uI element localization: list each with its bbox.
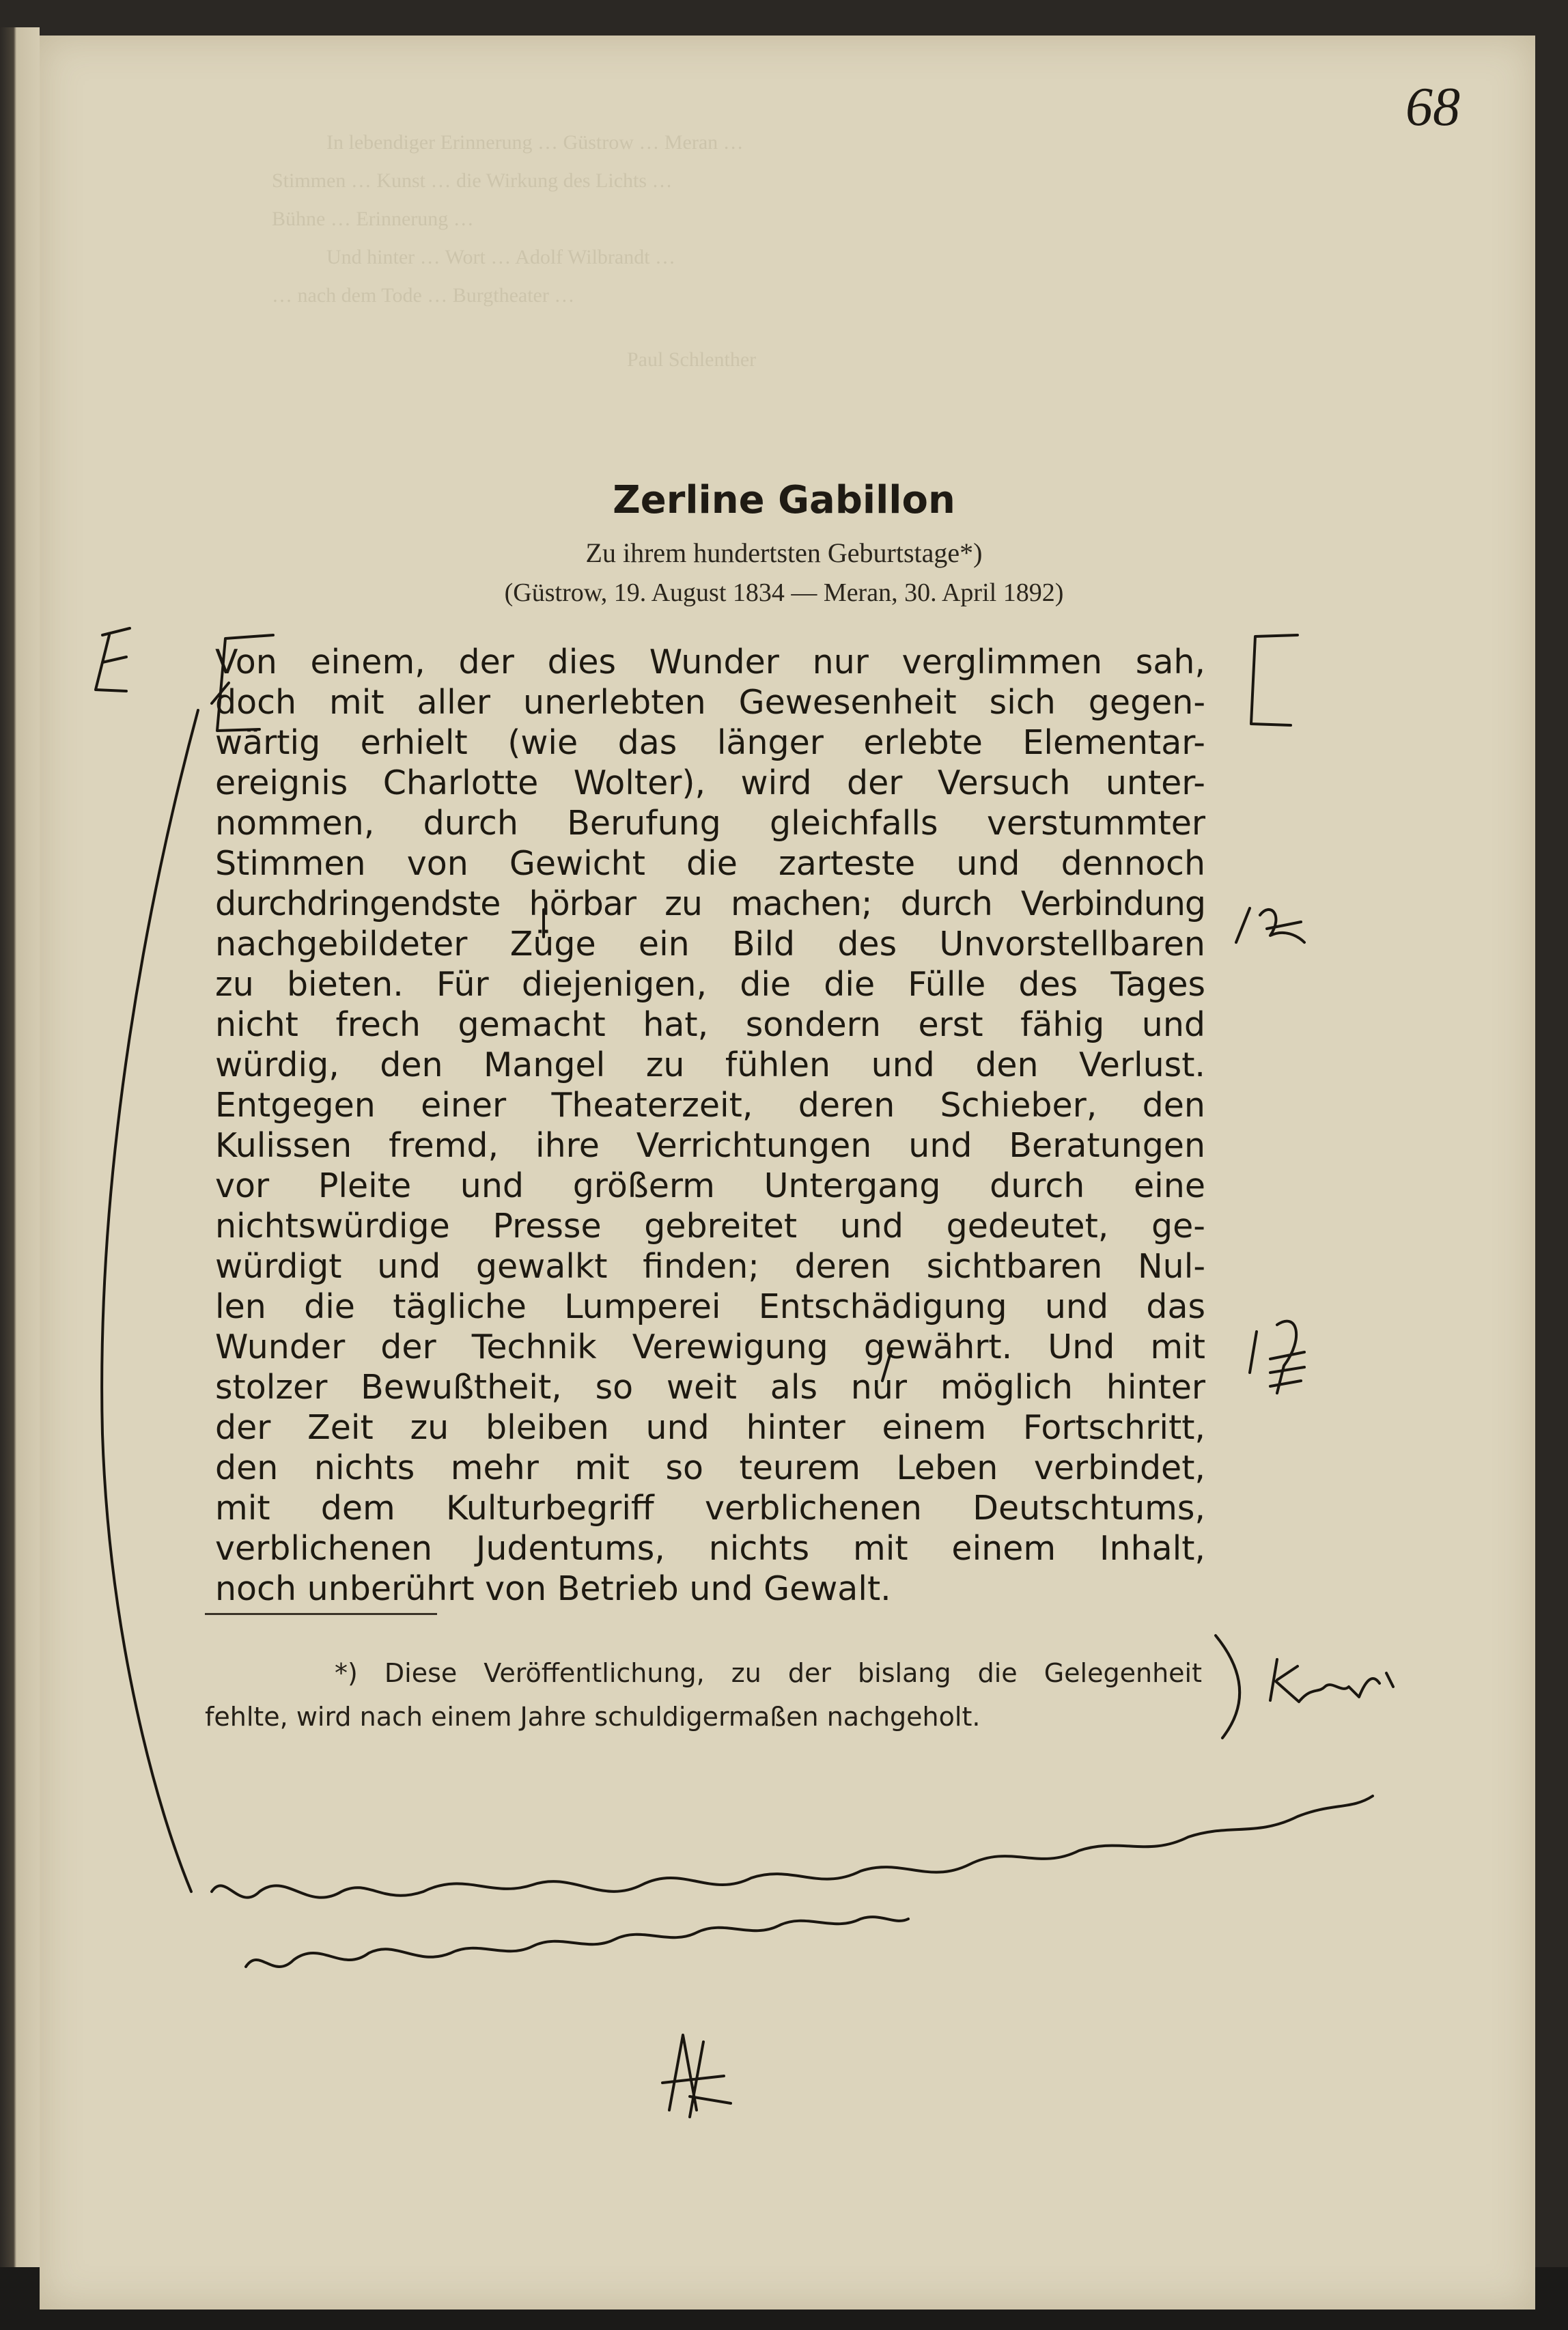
body-line: nommen, durch Berufung gleichfalls verstummter [215, 804, 1205, 843]
adjacent-page-edge [0, 27, 40, 2330]
body-line: noch unberührt von Betrieb und Gewalt. [215, 1569, 891, 1608]
footnote [205, 1651, 1202, 1739]
body-line: nicht frech gemacht hat, sondern erst fähig und [215, 1005, 1205, 1044]
body-line: Kulissen fremd, ihre Verrichtungen und Beratungen [215, 1126, 1205, 1165]
bleed-line: Bühne … Erinnerung … [272, 208, 474, 230]
article-subtitle: Zu ihrem hundertsten Geburtstage*) [585, 537, 983, 568]
body-line: doch mit aller unerlebten Gewesenheit sich gegen- [215, 683, 1205, 722]
footnote-rule [205, 1613, 437, 1615]
footnote-line: *) Diese Veröffentlichung, zu der bislang die Gelegenheit [335, 1658, 1202, 1688]
body-line: Wunder der Technik Verewigung gewährt. Und mit [215, 1328, 1205, 1366]
body-line: nichtswürdige Presse gebreitet und gedeutet, ge- [215, 1207, 1205, 1246]
body-line: würdig, den Mangel zu fühlen und den Verlust. [215, 1045, 1205, 1084]
footnote-line: fehlte, wird nach einem Jahre schuldigermaßen nachgeholt. [205, 1702, 981, 1732]
bleed-line: Paul Schlenther [627, 348, 757, 371]
page-number: 68 [1405, 77, 1460, 137]
body-line: zu bieten. Für diejenigen, die die Fülle des Tages [215, 965, 1205, 1004]
body-line: Von einem, der dies Wunder nur verglimmen sah, [215, 643, 1205, 682]
body-line: der Zeit zu bleiben und hinter einem Fortschritt, [215, 1408, 1205, 1447]
bleed-line: … nach dem Tode … Burgtheater … [272, 284, 575, 307]
body-line: verblichenen Judentums, nichts mit einem Inhalt, [215, 1529, 1205, 1568]
body-line: stolzer Bewußtheit, so weit als nur möglich hinter [215, 1368, 1205, 1407]
body-line: vor Pleite und größerm Untergang durch eine [215, 1166, 1205, 1205]
body-paragraph [215, 642, 1205, 1609]
bleed-line: In lebendiger Erinnerung … Güstrow … Meran … [326, 131, 744, 154]
body-line: mit dem Kulturbegriff verblichenen Deutschtums, [215, 1489, 1205, 1528]
body-line: len die tägliche Lumperei Entschädigung und das [215, 1287, 1205, 1326]
body-line: nachgebildeter Züge ein Bild des Unvorstellbaren [215, 925, 1205, 964]
bleed-line: Und hinter … Wort … Adolf Wilbrandt … [326, 246, 676, 268]
bleed-line: Stimmen … Kunst … die Wirkung des Lichts … [272, 169, 673, 192]
body-line: wärtig erhielt (wie das länger erlebte Elementar- [215, 723, 1205, 762]
body-line: würdigt und gewalkt finden; deren sichtbaren Nul- [215, 1247, 1205, 1286]
body-line: ereignis Charlotte Wolter), wird der Versuch unter- [215, 763, 1205, 802]
life-dates: (Güstrow, 19. August 1834 — Meran, 30. April 1892) [504, 578, 1064, 607]
body-line: Entgegen einer Theaterzeit, deren Schieber, den [215, 1086, 1205, 1125]
body-line: durchdringendste hörbar zu machen; durch Verbindung [215, 884, 1205, 923]
article-title: Zerline Gabillon [613, 478, 955, 522]
bleed-through-text [40, 131, 1535, 371]
body-line: den nichts mehr mit so teurem Leben verbindet, [215, 1448, 1205, 1487]
body-line: Stimmen von Gewicht die zarteste und dennoch [215, 844, 1205, 883]
